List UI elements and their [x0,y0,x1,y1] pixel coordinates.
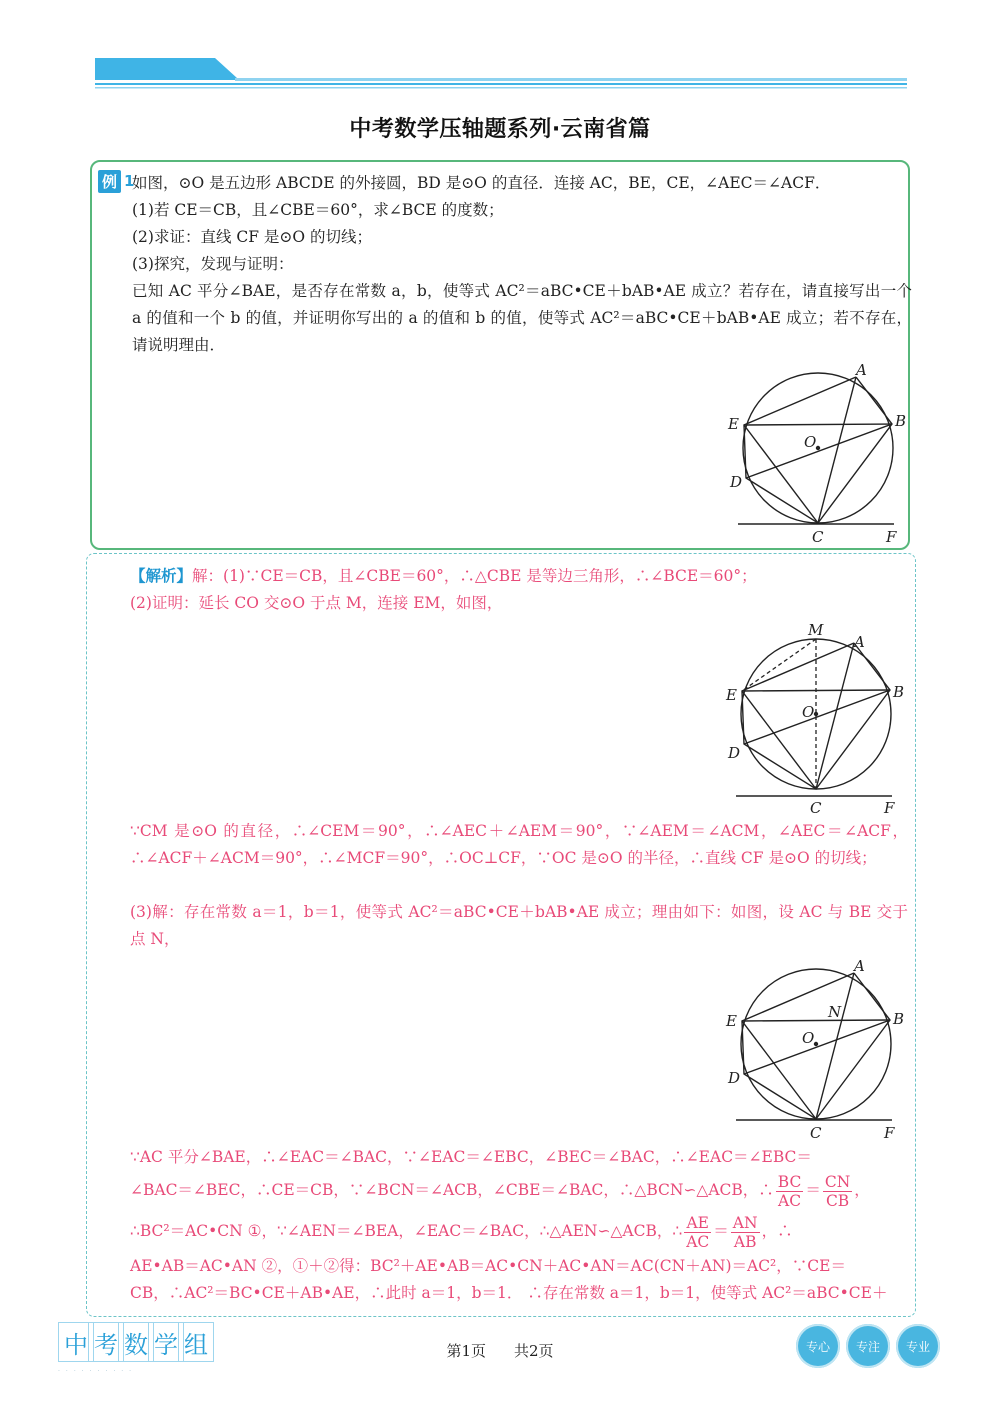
solution-part3-line2 [130,1172,910,1210]
fraction-numerator: CN [824,1172,851,1191]
fraction-denominator: AB [733,1232,757,1251]
fraction-numerator: BC [777,1172,802,1191]
fig3-label-d: D [728,1069,741,1087]
fig3-label-o: O [802,1029,815,1047]
badge-professional: 专业 [896,1324,940,1368]
solution-part2-body: ∵CM 是⊙O 的直径，∴∠CEM＝90°，∴∠AEC＋∠AEM＝90°，∵∠AEM＝∠ACM，∠AEC＝∠ACF，∴∠ACF＋∠ACM＝90°，∴∠MCF＝90°，∴OC⊥CF，∵OC 是⊙O 的半径，∴直线 CF 是⊙O 的切线； [130,822,908,867]
example-line: (2)求证：直线 CF 是⊙O 的切线； [132,228,373,246]
fraction-denominator: AC [686,1232,710,1251]
header-decoration-bar [95,58,907,90]
page-total: 共2页 [514,1342,554,1360]
example-badge-label: 例 [98,170,121,193]
solution-part2-intro: (2)证明：延长 CO 交⊙O 于点 M，连接 EM，如图， [130,594,503,612]
logo-char: 组 [178,1322,214,1362]
fig2-label-c: C [810,799,822,817]
fig3-label-f: F [884,1124,895,1142]
geometry-figure-2 [720,618,910,818]
geometry-figure-3 [720,952,910,1148]
logo-char: 中 [58,1322,94,1362]
badge-focus: 专心 [796,1324,840,1368]
fraction-denominator: CB [825,1191,850,1210]
fig2-label-m: M [808,621,824,639]
fig2-label-e: E [726,686,737,704]
equals-sign: ＝ [713,1222,729,1240]
solution-part3-line4: AE•AB＝AC•AN ②，①＋②得：BC²＋AE•AB＝AC•CN＋AC•AN＝AC(CN＋AN)＝AC²，∵CE＝ [130,1257,846,1275]
badge-concentrate: 专注 [846,1324,890,1368]
example-line: (3)探究，发现与证明： [132,255,294,273]
geometry-figure-1 [722,361,907,552]
solution-part3-line3-tail: ，∴ [761,1222,793,1240]
fraction-numerator: AE [684,1214,711,1233]
fig2-label-b: B [893,683,905,701]
example-part3-paragraph: 已知 AC 平分∠BAE，是否存在常数 a，b，使等式 AC²＝aBC•CE＋bAB•AE 成立？若存在，请直接写出一个 a 的值和一个 b 的值，并证明你写出的 a 的值和 b 的值，使等式 AC²＝aBC•CE＋bAB•AE 成立；若不存在，请说明理由． [132,282,912,354]
page-current: 第1页 [446,1342,486,1360]
fig3-label-b: B [893,1010,905,1028]
fig3-label-a: A [854,957,865,975]
solution-part3-line2-tail: ， [854,1181,870,1199]
solution-part3-line5: CB，∴AC²＝BC•CE＋AB•AE，∴此时 a＝1，b＝1． ∴存在常数 a＝1，b＝1，使等式 AC²＝aBC•CE＋ [130,1284,888,1302]
fig3-label-c: C [810,1124,822,1142]
fig3-label-n: N [828,1003,842,1021]
solution-part1-text: 解：(1)∵CE＝CB，且∠CBE＝60°，∴△CBE 是等边三角形，∴∠BCE＝60°； [192,567,757,585]
example-badge-number: 1 [124,172,135,190]
equals-sign: ＝ [805,1181,821,1199]
solution-part3-intro: (3)解：存在常数 a＝1，b＝1，使等式 AC²＝aBC•CE＋bAB•AE 成立；理由如下：如图，设 AC 与 BE 交于点 N， [130,903,908,948]
example-line: (1)若 CE＝CB，且∠CBE＝60°，求∠BCE 的度数； [132,201,504,219]
solution-part3-line3-text: ∴BC²＝AC•CN ①，∵∠AEN＝∠BEA，∠EAC＝∠BAC，∴△AEN∽△ACB，∴ [130,1222,683,1240]
example-badge [98,170,134,192]
logo-char: 数 [118,1322,154,1362]
solution-part3-line2-text: ∠BAC＝∠BEC，∴CE＝CB，∵∠BCN＝∠ACB，∠CBE＝∠BAC，∴△BCN∽△ACB，∴ [130,1181,774,1199]
footer-badges [796,1324,942,1368]
example-question [132,170,907,278]
fig2-label-f: F [884,799,895,817]
solution-part3-line1: ∵AC 平分∠BAE，∴∠EAC＝∠BAC，∵∠EAC＝∠EBC，∠BEC＝∠BAC，∴∠EAC＝∠EBC＝ [130,1148,812,1166]
example-line: 如图，⊙O 是五边形 ABCDE 的外接圆，BD 是⊙O 的直径．连接 AC，BE，CE，∠AEC＝∠ACF． [132,174,831,192]
solution-part3-line3 [130,1213,910,1251]
fig1-label-a: A [856,361,867,379]
example-problem-box [90,160,910,550]
logo-dots-decoration: ·········· [58,1368,138,1375]
fraction-denominator: AC [778,1191,802,1210]
fig1-label-b: B [895,412,907,430]
fig1-label-c: C [812,528,824,546]
fraction-cn-cb [823,1173,852,1210]
fraction-ae-ac [684,1214,711,1251]
logo-char: 学 [148,1322,184,1362]
fig1-label-d: D [730,473,743,491]
fig2-label-a: A [854,633,865,651]
fig2-label-d: D [728,744,741,762]
fraction-numerator: AN [732,1213,758,1232]
fig1-label-e: E [728,415,739,433]
solution-part1 [130,563,910,590]
solution-tag: 【解析】 [130,567,193,585]
page-title: 中考数学压轴题系列·云南省篇 [349,117,651,142]
fraction-bc-ac [776,1173,804,1210]
fraction-an-ab [731,1214,760,1251]
fig1-label-o: O [804,433,817,451]
fig2-label-o: O [802,703,815,721]
logo-char: 考 [88,1322,124,1362]
fig1-label-f: F [886,528,897,546]
fig3-label-e: E [726,1012,737,1030]
